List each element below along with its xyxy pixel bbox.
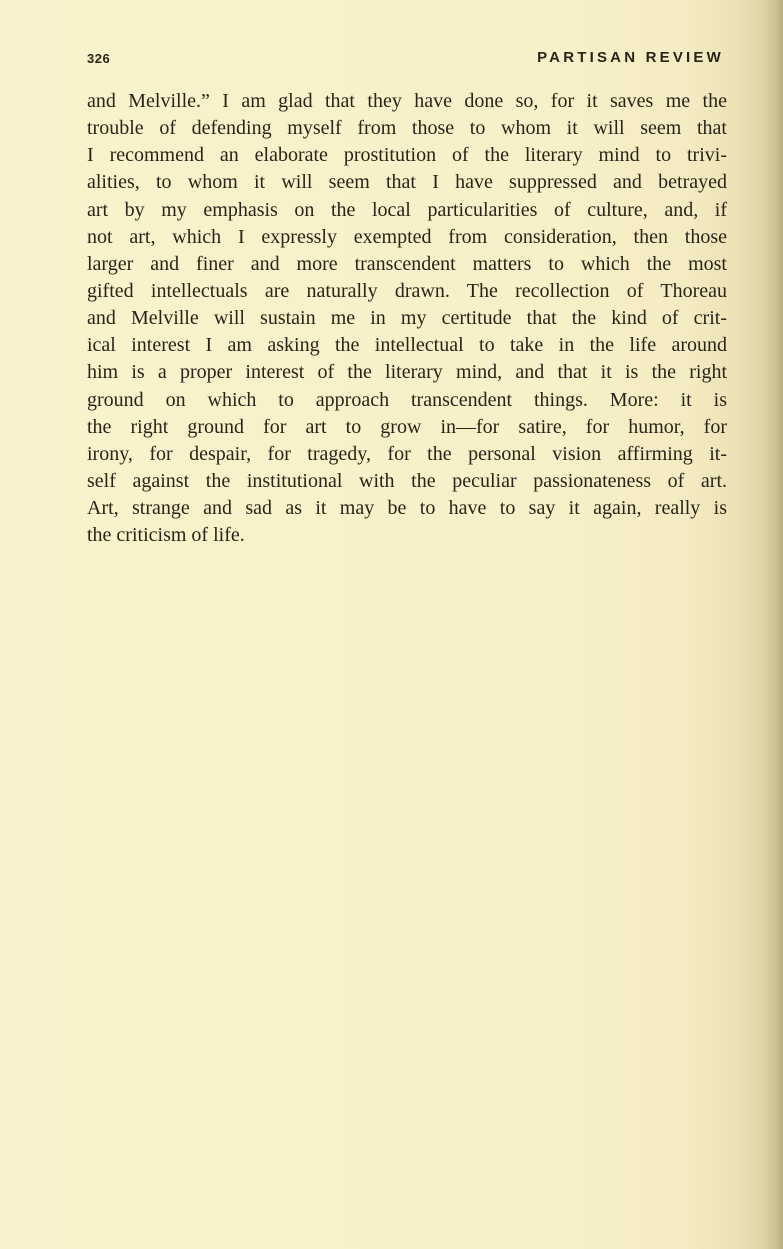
text-line: him is a proper interest of the literary mind, and that it is the right [87, 361, 727, 384]
text-line: gifted intellectuals are naturally drawn. The recollection of Thoreau [87, 279, 727, 302]
page-edge-shadow [761, 0, 783, 1249]
text-line: irony, for despair, for tragedy, for the personal vision affirming it- [87, 442, 727, 465]
journal-title: PARTISAN REVIEW [537, 49, 724, 66]
text-line: not art, which I expressly exempted from consideration, then those [87, 225, 727, 248]
text-line: trouble of defending myself from those to whom it will seem that [87, 117, 727, 140]
text-line: the right ground for art to grow in—for satire, for humor, for [87, 415, 727, 438]
text-line: the criticism of life. [87, 524, 245, 547]
text-line: I recommend an elaborate prostitution of the literary mind to trivi- [87, 144, 727, 167]
body-paragraph [87, 88, 727, 549]
text-line: larger and finer and more transcendent matters to which the most [87, 252, 727, 275]
text-line: and Melville.” I am glad that they have done so, for it saves me the [87, 90, 727, 112]
text-line: and Melville will sustain me in my certitude that the kind of crit- [87, 307, 727, 330]
page-number: 326 [87, 51, 111, 66]
text-line: alities, to whom it will seem that I have suppressed and betrayed [87, 171, 727, 194]
running-head [87, 47, 724, 71]
text-line: art by my emphasis on the local particularities of culture, and, if [87, 198, 727, 221]
text-line: ground on which to approach transcendent things. More: it is [87, 388, 727, 411]
text-line: Art, strange and sad as it may be to have to say it again, really is [87, 497, 727, 520]
text-line: ical interest I am asking the intellectual to take in the life around [87, 334, 727, 357]
text-line: self against the institutional with the peculiar passionateness of art. [87, 469, 727, 492]
